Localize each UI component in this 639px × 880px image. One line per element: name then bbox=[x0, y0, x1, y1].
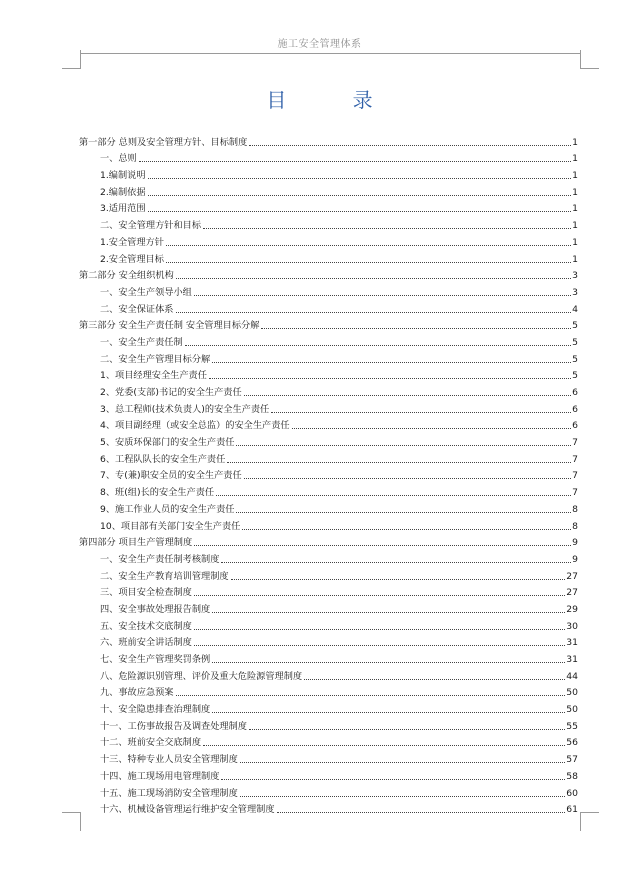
dot-leader bbox=[261, 328, 571, 329]
toc-entry[interactable] bbox=[79, 565, 578, 582]
toc-entry-label: 1.编制说明 bbox=[100, 170, 146, 182]
toc-entry-page-number: 7 bbox=[572, 437, 578, 449]
toc-part-entry[interactable] bbox=[79, 315, 578, 332]
toc-entry[interactable] bbox=[79, 582, 578, 599]
toc-entry-label: 十五、施工现场消防安全管理制度 bbox=[100, 787, 238, 799]
dot-leader bbox=[227, 462, 571, 463]
dot-leader bbox=[166, 262, 571, 263]
toc-entry-page-number: 5 bbox=[572, 336, 578, 348]
toc-entry-page-number: 31 bbox=[566, 654, 578, 665]
toc-entry[interactable] bbox=[79, 632, 578, 649]
toc-entry-page-number: 60 bbox=[566, 787, 578, 799]
toc-entry-label: 二、安全生产教育培训管理制度 bbox=[100, 570, 229, 582]
toc-entry-label: 2、党委(支部)书记的安全生产责任 bbox=[100, 387, 242, 398]
toc-entry-page-number: 8 bbox=[572, 503, 578, 515]
toc-entry-label: 2.安全管理目标 bbox=[100, 253, 164, 265]
toc-entry-page-number: 5 bbox=[572, 370, 578, 382]
dot-leader bbox=[292, 428, 571, 429]
toc-entry-label: 二、安全保证体系 bbox=[100, 303, 174, 315]
toc-entry[interactable] bbox=[79, 598, 578, 615]
dot-leader bbox=[209, 378, 571, 379]
toc-entry-label: 十一、工伤事故报告及调查处理制度 bbox=[100, 720, 247, 732]
toc-entry-page-number: 6 bbox=[572, 403, 578, 415]
header-rule bbox=[80, 53, 580, 54]
toc-entry[interactable] bbox=[79, 381, 578, 398]
toc-entry[interactable] bbox=[79, 148, 578, 165]
toc-entry[interactable] bbox=[79, 431, 578, 448]
toc-entry-label: 九、事故应急预案 bbox=[100, 687, 174, 699]
toc-entry-label: 3.适用范围 bbox=[100, 203, 146, 215]
toc-entry-page-number: 1 bbox=[572, 136, 578, 148]
toc-entry-label: 一、安全生产责任制 bbox=[100, 336, 183, 348]
dot-leader bbox=[242, 529, 571, 530]
toc-entry-label: 7、专(兼)职安全员的安全生产责任 bbox=[100, 470, 242, 482]
toc-entry[interactable] bbox=[79, 765, 578, 782]
toc-entry-label: 6、工程队队长的安全生产责任 bbox=[100, 453, 226, 465]
dot-leader bbox=[194, 629, 565, 630]
toc-title: 目 录 bbox=[266, 88, 403, 112]
toc-entry[interactable] bbox=[79, 648, 578, 665]
dot-leader bbox=[148, 178, 571, 179]
toc-entry-label: 十三、特种专业人员安全管理制度 bbox=[100, 754, 238, 766]
toc-entry[interactable] bbox=[79, 515, 578, 532]
dot-leader bbox=[194, 545, 571, 546]
toc-entry-page-number: 3 bbox=[572, 286, 578, 298]
dot-leader bbox=[185, 345, 571, 346]
toc-entry-label: 第一部分 总则及安全管理方针、目标制度 bbox=[79, 136, 248, 148]
toc-entry-page-number: 3 bbox=[572, 270, 578, 282]
toc-entry-page-number: 50 bbox=[566, 687, 578, 699]
toc-entry-page-number: 6 bbox=[572, 420, 578, 432]
toc-entry[interactable] bbox=[79, 615, 578, 632]
toc-entry-page-number: 61 bbox=[566, 804, 578, 816]
toc-entry[interactable] bbox=[79, 698, 578, 715]
toc-entry[interactable] bbox=[79, 715, 578, 732]
toc-entry-label: 一、安全生产责任制考核制度 bbox=[100, 553, 220, 565]
dot-leader bbox=[203, 745, 565, 746]
toc-entry[interactable] bbox=[79, 248, 578, 265]
toc-entry-label: 第四部分 项目生产管理制度 bbox=[79, 537, 193, 549]
dot-leader bbox=[221, 562, 571, 563]
toc-entry[interactable] bbox=[79, 298, 578, 315]
toc-entry[interactable] bbox=[79, 682, 578, 699]
dot-leader bbox=[176, 278, 571, 279]
toc-entry-label: 四、安全事故处理报告制度 bbox=[100, 603, 211, 615]
toc-entry-label: 三、项目安全检查制度 bbox=[100, 587, 192, 599]
toc-entry-page-number: 1 bbox=[572, 253, 578, 265]
toc-entry[interactable] bbox=[79, 665, 578, 682]
toc-entry-label: 十二、班前安全交底制度 bbox=[100, 737, 202, 749]
toc-entry-label: 一、安全生产领导小组 bbox=[100, 286, 192, 298]
toc-entry[interactable] bbox=[79, 181, 578, 198]
toc-entry-label: 3、总工程师(技术负责人)的安全生产责任 bbox=[100, 403, 270, 415]
toc-entry[interactable] bbox=[79, 198, 578, 215]
dot-leader bbox=[212, 362, 571, 363]
toc-entry[interactable] bbox=[79, 281, 578, 298]
toc-entry-page-number: 1 bbox=[572, 220, 578, 232]
toc-entry[interactable] bbox=[79, 548, 578, 565]
dot-leader bbox=[304, 679, 565, 680]
toc-entry-page-number: 50 bbox=[566, 704, 578, 716]
toc-entry[interactable] bbox=[79, 365, 578, 382]
toc-entry-page-number: 31 bbox=[566, 637, 578, 649]
toc-entry-page-number: 44 bbox=[566, 670, 578, 682]
toc-entry-label: 2.编制依据 bbox=[100, 186, 146, 198]
toc-entry-page-number: 5 bbox=[572, 320, 578, 332]
crop-mark-top-left bbox=[62, 50, 81, 69]
toc-entry-label: 5、安质环保部门的安全生产责任 bbox=[100, 437, 235, 449]
toc-entry-label: 六、班前安全讲话制度 bbox=[100, 637, 192, 649]
toc-entry-label: 七、安全生产管理奖罚条例 bbox=[100, 654, 211, 665]
toc-entry-label: 十六、机械设备管理运行维护安全管理制度 bbox=[100, 804, 275, 816]
dot-leader bbox=[203, 228, 571, 229]
toc-entry[interactable] bbox=[79, 164, 578, 181]
toc-entry-page-number: 1 bbox=[572, 170, 578, 182]
toc-entry[interactable] bbox=[79, 748, 578, 765]
toc-entry[interactable] bbox=[79, 348, 578, 365]
dot-leader bbox=[148, 195, 571, 196]
dot-leader bbox=[194, 645, 565, 646]
toc-entry-page-number: 4 bbox=[572, 303, 578, 315]
toc-entry-page-number: 1 bbox=[572, 203, 578, 215]
toc-entry-label: 第三部分 安全生产责任制 安全管理目标分解 bbox=[79, 320, 260, 332]
toc-entry-page-number: 30 bbox=[566, 620, 578, 632]
toc-entry-page-number: 29 bbox=[566, 603, 578, 615]
dot-leader bbox=[148, 211, 571, 212]
toc-entry-label: 一、总则 bbox=[100, 153, 137, 165]
crop-mark-bottom-right bbox=[580, 812, 599, 831]
toc-entry[interactable] bbox=[79, 498, 578, 515]
toc-entry-page-number: 1 bbox=[572, 186, 578, 198]
toc-entry-page-number: 55 bbox=[566, 720, 578, 732]
dot-leader bbox=[166, 245, 571, 246]
toc-entry-page-number: 58 bbox=[566, 770, 578, 782]
dot-leader bbox=[244, 395, 571, 396]
dot-leader bbox=[240, 762, 565, 763]
dot-leader bbox=[240, 796, 565, 797]
toc-entry-label: 八、危险源识别管理、评价及重大危险源管理制度 bbox=[100, 670, 303, 682]
toc-entry[interactable] bbox=[79, 214, 578, 231]
dot-leader bbox=[236, 445, 571, 446]
dot-leader bbox=[212, 612, 565, 613]
toc-part-entry[interactable] bbox=[79, 532, 578, 549]
toc-entry-label: 1.安全管理方针 bbox=[100, 236, 164, 248]
toc-entry-page-number: 1 bbox=[572, 153, 578, 165]
toc-entry-page-number: 7 bbox=[572, 487, 578, 499]
toc-entry-label: 五、安全技术交底制度 bbox=[100, 620, 192, 632]
toc-entry-page-number: 1 bbox=[572, 236, 578, 248]
dot-leader bbox=[216, 495, 571, 496]
toc-entry-label: 1、项目经理安全生产责任 bbox=[100, 370, 207, 382]
toc-entry-label: 二、安全管理方针和目标 bbox=[100, 220, 202, 232]
toc-entry[interactable] bbox=[79, 799, 578, 816]
toc-entry-page-number: 9 bbox=[572, 537, 578, 549]
toc-entry-page-number: 27 bbox=[566, 570, 578, 582]
toc-entry[interactable] bbox=[79, 398, 578, 415]
toc-entry[interactable] bbox=[79, 331, 578, 348]
toc-entry-label: 10、项目部有关部门安全生产责任 bbox=[100, 520, 241, 532]
toc-entry-page-number: 27 bbox=[566, 587, 578, 599]
toc-part-entry[interactable] bbox=[79, 131, 578, 148]
dot-leader bbox=[212, 712, 565, 713]
toc-entry[interactable] bbox=[79, 481, 578, 498]
toc-part-entry[interactable] bbox=[79, 265, 578, 282]
toc-entry-label: 8、班(组)长的安全生产责任 bbox=[100, 487, 215, 499]
toc-entry-page-number: 5 bbox=[572, 353, 578, 365]
dot-leader bbox=[249, 145, 571, 146]
toc-entry[interactable] bbox=[79, 465, 578, 482]
dot-leader bbox=[271, 412, 571, 413]
dot-leader bbox=[244, 478, 571, 479]
toc-entry-label: 9、施工作业人员的安全生产责任 bbox=[100, 503, 235, 515]
dot-leader bbox=[221, 779, 565, 780]
dot-leader bbox=[176, 312, 572, 313]
crop-mark-top-right bbox=[580, 50, 599, 69]
toc-entry-page-number: 8 bbox=[572, 520, 578, 532]
table-of-contents bbox=[79, 131, 578, 815]
toc-entry-page-number: 7 bbox=[572, 453, 578, 465]
toc-entry-label: 第二部分 安全组织机构 bbox=[79, 270, 174, 282]
dot-leader bbox=[194, 295, 571, 296]
dot-leader bbox=[236, 512, 571, 513]
dot-leader bbox=[249, 729, 565, 730]
toc-entry[interactable] bbox=[79, 732, 578, 749]
toc-entry[interactable] bbox=[79, 415, 578, 432]
dot-leader bbox=[139, 161, 571, 162]
toc-entry-label: 十四、施工现场用电管理制度 bbox=[100, 770, 220, 782]
toc-entry-label: 二、安全生产管理目标分解 bbox=[100, 353, 211, 365]
toc-entry[interactable] bbox=[79, 448, 578, 465]
toc-entry-page-number: 6 bbox=[572, 387, 578, 398]
toc-entry-page-number: 7 bbox=[572, 470, 578, 482]
toc-entry-label: 十、安全隐患排查治理制度 bbox=[100, 704, 211, 716]
dot-leader bbox=[277, 812, 566, 813]
dot-leader bbox=[176, 695, 566, 696]
toc-entry[interactable] bbox=[79, 231, 578, 248]
dot-leader bbox=[231, 579, 566, 580]
dot-leader bbox=[194, 595, 565, 596]
dot-leader bbox=[212, 662, 565, 663]
toc-entry-page-number: 57 bbox=[566, 754, 578, 766]
running-header: 施工安全管理体系 bbox=[277, 39, 362, 50]
toc-entry-page-number: 56 bbox=[566, 737, 578, 749]
toc-entry-label: 4、项目副经理（或安全总监）的安全生产责任 bbox=[100, 420, 290, 432]
toc-entry-page-number: 9 bbox=[572, 553, 578, 565]
toc-entry[interactable] bbox=[79, 782, 578, 799]
